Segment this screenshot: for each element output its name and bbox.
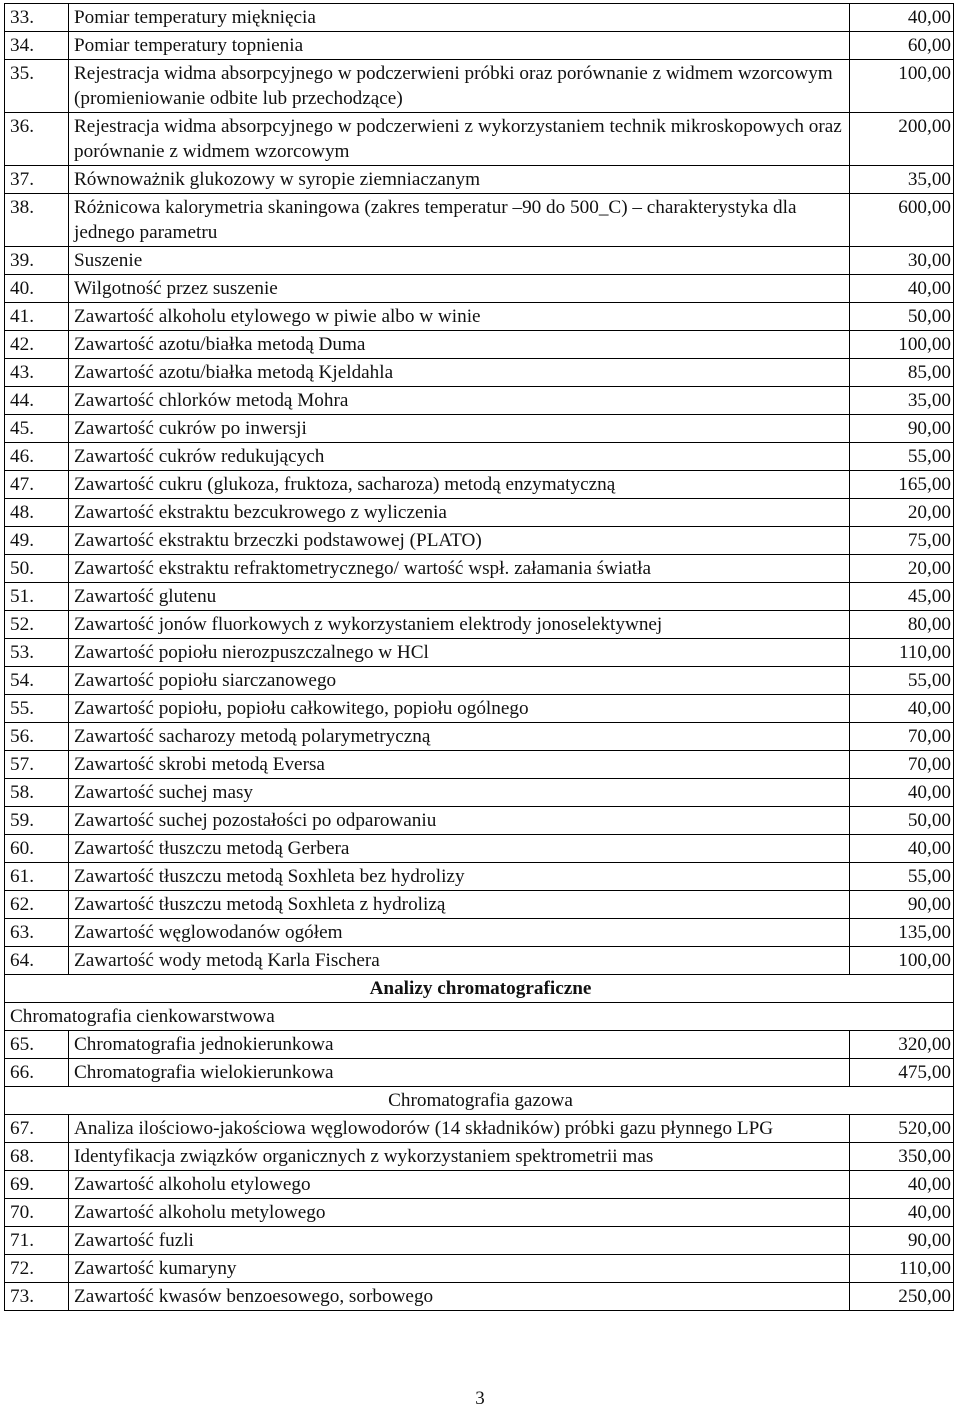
item-description: Zawartość alkoholu metylowego [69,1199,850,1227]
item-description: Zawartość jonów fluorkowych z wykorzystaniem elektrody jonoselektywnej [69,611,850,639]
table-row [5,835,954,863]
page-number: 3 [475,1388,485,1409]
item-description: Zawartość kwasów benzoesowego, sorbowego [69,1283,850,1311]
table-row [5,303,954,331]
item-number: 68. [5,1143,69,1171]
item-description: Zawartość skrobi metodą Eversa [69,751,850,779]
item-description: Zawartość ekstraktu bezcukrowego z wyliczenia [69,499,850,527]
item-number: 65. [5,1031,69,1059]
item-price: 20,00 [850,555,954,583]
table-row [5,639,954,667]
item-number: 43. [5,359,69,387]
item-description: Zawartość popiołu siarczanowego [69,667,850,695]
table-row [5,667,954,695]
item-description: Zawartość tłuszczu metodą Soxhleta bez hydrolizy [69,863,850,891]
item-description: Zawartość cukru (glukoza, fruktoza, sacharoza) metodą enzymatyczną [69,471,850,499]
item-price: 40,00 [850,835,954,863]
table-row [5,359,954,387]
item-number: 67. [5,1115,69,1143]
item-description: Zawartość alkoholu etylowego w piwie albo w winie [69,303,850,331]
table-row [5,1143,954,1171]
item-price: 110,00 [850,639,954,667]
item-number: 56. [5,723,69,751]
item-price: 520,00 [850,1115,954,1143]
item-number: 60. [5,835,69,863]
item-description: Zawartość ekstraktu brzeczki podstawowej (PLATO) [69,527,850,555]
price-list-table [4,3,954,1311]
item-description: Zawartość azotu/białka metodą Kjeldahla [69,359,850,387]
item-price: 40,00 [850,1171,954,1199]
table-row [5,1171,954,1199]
item-price: 60,00 [850,32,954,60]
table-row [5,611,954,639]
item-price: 350,00 [850,1143,954,1171]
table-row [5,1199,954,1227]
item-description: Zawartość kumaryny [69,1255,850,1283]
table-row [5,583,954,611]
item-description: Chromatografia wielokierunkowa [69,1059,850,1087]
item-description: Zawartość cukrów redukujących [69,443,850,471]
item-description: Rejestracja widma absorpcyjnego w podczerwieni z wykorzystaniem technik mikroskopowych oraz porównanie z widmem wzorcowym [69,113,850,166]
item-number: 62. [5,891,69,919]
item-number: 61. [5,863,69,891]
subsection-heading-tlc: Chromatografia cienkowarstwowa [5,1003,954,1031]
table-row [5,779,954,807]
item-number: 54. [5,667,69,695]
table-row [5,60,954,113]
item-description: Zawartość wody metodą Karla Fischera [69,947,850,975]
item-price: 40,00 [850,4,954,32]
item-description: Zawartość glutenu [69,583,850,611]
item-number: 70. [5,1199,69,1227]
table-row [5,891,954,919]
item-number: 58. [5,779,69,807]
item-description: Zawartość popiołu nierozpuszczalnego w HCl [69,639,850,667]
item-number: 47. [5,471,69,499]
item-number: 42. [5,331,69,359]
item-description: Analiza ilościowo-jakościowa węglowodorów (14 składników) próbki gazu płynnego LPG [69,1115,850,1143]
item-price: 70,00 [850,723,954,751]
item-number: 36. [5,113,69,166]
item-price: 100,00 [850,331,954,359]
table-row [5,415,954,443]
item-number: 34. [5,32,69,60]
item-price: 55,00 [850,443,954,471]
item-description: Zawartość popiołu, popiołu całkowitego, popiołu ogólnego [69,695,850,723]
item-price: 55,00 [850,863,954,891]
item-number: 73. [5,1283,69,1311]
item-price: 70,00 [850,751,954,779]
item-number: 59. [5,807,69,835]
item-description: Chromatografia jednokierunkowa [69,1031,850,1059]
table-row [5,947,954,975]
table-row [5,166,954,194]
table-row [5,331,954,359]
item-price: 90,00 [850,891,954,919]
item-number: 41. [5,303,69,331]
table-row [5,1255,954,1283]
item-price: 110,00 [850,1255,954,1283]
table-row [5,194,954,247]
item-number: 66. [5,1059,69,1087]
item-price: 45,00 [850,583,954,611]
item-number: 53. [5,639,69,667]
item-price: 135,00 [850,919,954,947]
item-price: 165,00 [850,471,954,499]
table-row [5,471,954,499]
item-price: 475,00 [850,1059,954,1087]
item-number: 63. [5,919,69,947]
table-row [5,723,954,751]
item-number: 71. [5,1227,69,1255]
table-row [5,1059,954,1087]
item-number: 55. [5,695,69,723]
table-row [5,4,954,32]
item-description: Zawartość suchej pozostałości po odparowaniu [69,807,850,835]
item-description: Różnicowa kalorymetria skaningowa (zakres temperatur –90 do 500_C) – charakterystyka dla jednego parametru [69,194,850,247]
item-description: Zawartość sacharozy metodą polarymetryczną [69,723,850,751]
subsection-heading-gc: Chromatografia gazowa [5,1087,954,1115]
item-price: 75,00 [850,527,954,555]
item-price: 100,00 [850,60,954,113]
item-description: Zawartość cukrów po inwersji [69,415,850,443]
item-price: 55,00 [850,667,954,695]
table-row [5,1031,954,1059]
section-heading-chromatography-row [5,975,954,1003]
table-row [5,555,954,583]
item-price: 50,00 [850,807,954,835]
item-number: 45. [5,415,69,443]
item-description: Zawartość fuzli [69,1227,850,1255]
item-number: 48. [5,499,69,527]
item-price: 30,00 [850,247,954,275]
item-number: 52. [5,611,69,639]
subsection-heading-gc-row [5,1087,954,1115]
table-row [5,113,954,166]
subsection-heading-tlc-row [5,1003,954,1031]
item-price: 90,00 [850,1227,954,1255]
item-number: 69. [5,1171,69,1199]
item-price: 250,00 [850,1283,954,1311]
section-heading-chromatography: Analizy chromatograficzne [5,975,954,1003]
item-description: Zawartość ekstraktu refraktometrycznego/ wartość wspł. załamania światła [69,555,850,583]
item-number: 57. [5,751,69,779]
item-price: 40,00 [850,275,954,303]
table-row [5,863,954,891]
table-row [5,751,954,779]
item-description: Pomiar temperatury mięknięcia [69,4,850,32]
item-price: 40,00 [850,779,954,807]
table-row [5,807,954,835]
item-price: 85,00 [850,359,954,387]
item-description: Zawartość suchej masy [69,779,850,807]
item-price: 35,00 [850,166,954,194]
item-description: Pomiar temperatury topnienia [69,32,850,60]
table-row [5,247,954,275]
item-number: 38. [5,194,69,247]
table-row [5,695,954,723]
item-number: 39. [5,247,69,275]
item-description: Identyfikacja związków organicznych z wykorzystaniem spektrometrii mas [69,1143,850,1171]
item-description: Suszenie [69,247,850,275]
item-price: 40,00 [850,695,954,723]
item-price: 200,00 [850,113,954,166]
item-description: Równoważnik glukozowy w syropie ziemniaczanym [69,166,850,194]
table-row [5,499,954,527]
table-row [5,387,954,415]
item-price: 600,00 [850,194,954,247]
item-number: 51. [5,583,69,611]
table-row [5,443,954,471]
item-number: 72. [5,1255,69,1283]
item-price: 100,00 [850,947,954,975]
item-price: 20,00 [850,499,954,527]
item-number: 37. [5,166,69,194]
item-number: 33. [5,4,69,32]
item-description: Zawartość tłuszczu metodą Soxhleta z hydrolizą [69,891,850,919]
item-description: Zawartość alkoholu etylowego [69,1171,850,1199]
table-row [5,1283,954,1311]
price-list-body [5,4,954,1311]
item-price: 40,00 [850,1199,954,1227]
table-row [5,919,954,947]
table-row [5,275,954,303]
item-number: 50. [5,555,69,583]
table-row [5,32,954,60]
table-row [5,1227,954,1255]
item-number: 44. [5,387,69,415]
item-price: 35,00 [850,387,954,415]
table-row [5,527,954,555]
item-description: Zawartość chlorków metodą Mohra [69,387,850,415]
item-description: Zawartość tłuszczu metodą Gerbera [69,835,850,863]
item-number: 35. [5,60,69,113]
item-number: 64. [5,947,69,975]
item-price: 320,00 [850,1031,954,1059]
item-price: 50,00 [850,303,954,331]
table-row [5,1115,954,1143]
item-number: 49. [5,527,69,555]
item-description: Zawartość azotu/białka metodą Duma [69,331,850,359]
item-description: Rejestracja widma absorpcyjnego w podczerwieni próbki oraz porównanie z widmem wzorcowym (promieniowanie odbite lub przechodzące) [69,60,850,113]
item-price: 90,00 [850,415,954,443]
item-number: 46. [5,443,69,471]
item-description: Wilgotność przez suszenie [69,275,850,303]
item-description: Zawartość węglowodanów ogółem [69,919,850,947]
item-price: 80,00 [850,611,954,639]
item-number: 40. [5,275,69,303]
